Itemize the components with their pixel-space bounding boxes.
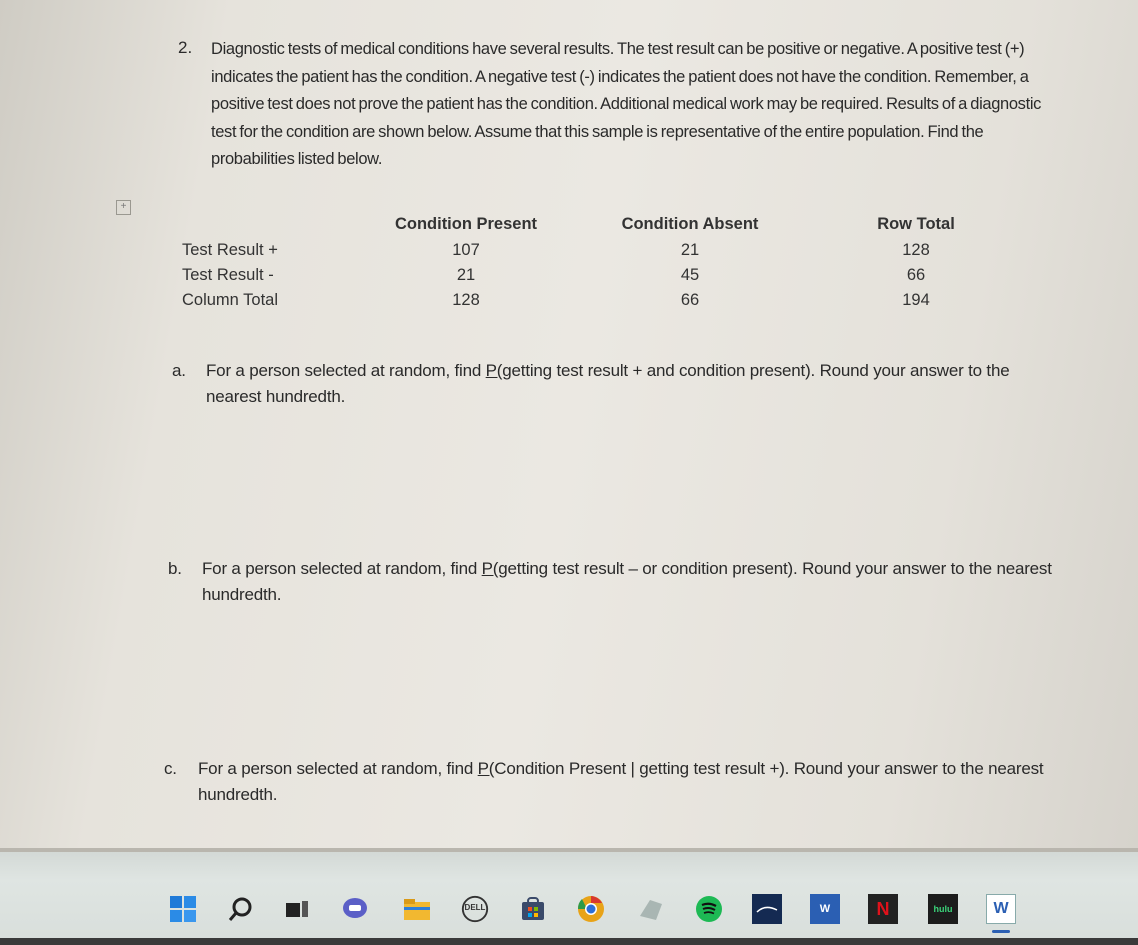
table-cell: 128 (452, 291, 480, 309)
table-cell: 45 (680, 266, 700, 284)
table-cell: 66 (906, 266, 926, 284)
word-label: W (819, 903, 831, 915)
word-icon[interactable] (810, 894, 840, 924)
windows-start-icon[interactable] (168, 894, 198, 924)
row-label-test-negative: Test Result - (182, 266, 274, 284)
data-table (170, 213, 990, 313)
part-b-text: For a person selected at random, find P(getting test result – or condition present). Round your answer to the nearest hundredth. (202, 559, 1052, 604)
table-cell: 66 (680, 291, 700, 309)
question-number: 2. (178, 38, 193, 57)
chrome-icon[interactable] (576, 894, 606, 924)
table-cell: 107 (452, 241, 480, 259)
dell-app-icon[interactable] (460, 894, 490, 924)
row-label-test-positive: Test Result + (182, 241, 278, 259)
row-label-column-total: Column Total (182, 291, 278, 309)
store-icon[interactable] (518, 894, 548, 924)
hulu-label: hulu (933, 904, 953, 914)
spotify-icon[interactable] (694, 894, 724, 924)
word-document-icon[interactable] (986, 894, 1016, 924)
part-c-letter: c. (164, 759, 177, 778)
table-cell: 194 (902, 291, 930, 309)
part-c-text: For a person selected at random, find P(Condition Present | getting test result +). Round your answer to the nearest hundredth. (198, 759, 1044, 804)
chat-icon[interactable] (340, 894, 370, 924)
table-cell: 21 (680, 241, 700, 259)
word-document-label: W (993, 900, 1009, 917)
screen-bezel (0, 938, 1138, 945)
netflix-icon[interactable] (868, 894, 898, 924)
app-icon[interactable] (636, 894, 666, 924)
netflix-label: N (876, 898, 890, 919)
header-row-total: Row Total (877, 215, 955, 233)
taskbar (0, 852, 1138, 945)
task-view-icon[interactable] (282, 894, 312, 924)
table-move-handle-icon[interactable]: + (116, 200, 131, 215)
header-condition-present: Condition Present (394, 215, 538, 233)
part-a-text: For a person selected at random, find P(getting test result + and condition present). Round your answer to the nearest hundredth. (206, 361, 1010, 406)
disney-plus-icon[interactable] (752, 894, 782, 924)
part-b-letter: b. (168, 559, 182, 578)
part-a-letter: a. (172, 361, 186, 380)
table-cell: 128 (902, 241, 930, 259)
active-app-indicator (992, 930, 1010, 933)
question-text: Diagnostic tests of medical conditions have several results. The test result can be positive or negative. A positive test (+) indicates the patient has the condition. A negative test (-) indicates the patient does not have the condition. Remember, a positive test does not prove the patient has the condition. Additional medical work may be required. Results of a diagnostic test for the condition are shown below. Assume that this sample is representative of the entire population. Find the probabilities listed below. (211, 40, 1042, 168)
table-cell: 21 (456, 266, 476, 284)
file-explorer-icon[interactable] (402, 894, 432, 924)
hulu-icon[interactable] (928, 894, 958, 924)
dell-label: DELL (464, 903, 486, 912)
search-icon[interactable] (226, 894, 256, 924)
header-condition-absent: Condition Absent (621, 215, 759, 233)
